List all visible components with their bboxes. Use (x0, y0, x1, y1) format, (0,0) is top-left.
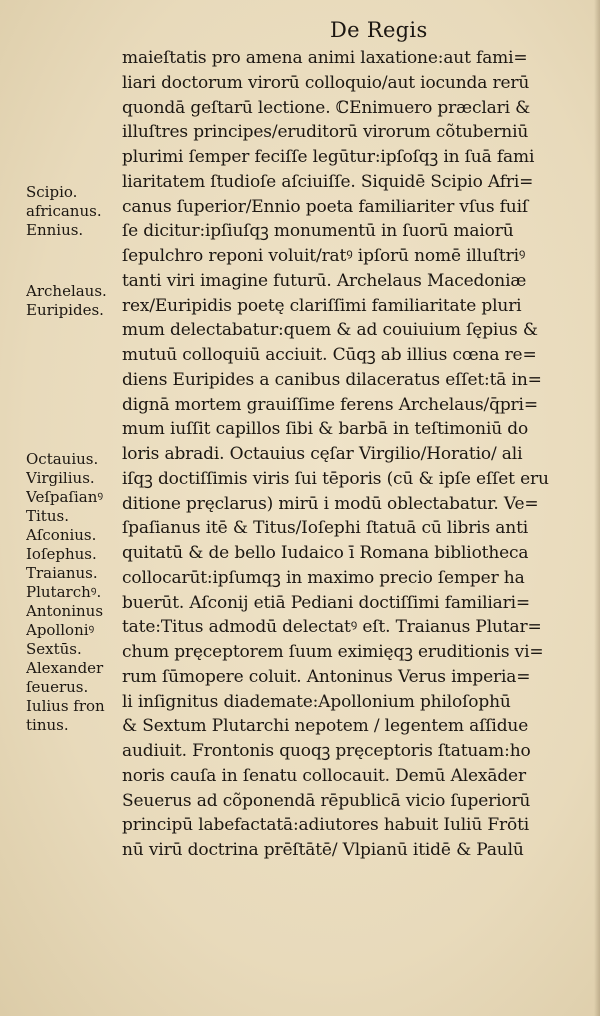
text-line: tanti viri imagine futurū. Archelaus Macedoniæ (122, 270, 527, 291)
text-line: maieſtatis pro amena animi laxatione:aut fami= (122, 48, 528, 68)
text-line: ſepulchro reponi voluit/ratꝰ ipſorū nomē illuſtriꝰ (122, 246, 526, 266)
margin-note-line: Sextūs. (26, 640, 82, 658)
text-line: mum delectabatur:quem & ad couiuium ſępius & (122, 320, 538, 341)
text-line: chum pręceptorem ſuum eximięqꝫ eruditionis vi= (122, 642, 544, 662)
text-line: illuſtres principes/eruditorū virorum cõtuberniū (122, 122, 529, 143)
text-line: dignā mortem grauiſſime ferens Archelaus/q̄pri= (122, 394, 538, 415)
page-edge-shadow (594, 0, 600, 1016)
running-head: De Regis (330, 18, 428, 42)
margin-note-line: Plutarchꝰ. (26, 583, 102, 601)
text-line: Seuerus ad cõponendā rēpublicā vicio ſuperiorū (122, 790, 531, 811)
text-line: iſqꝫ doctiſſimis viris ſui tēporis (cū & ipſe eſſet eru (122, 468, 549, 489)
text-line: quondā geſtarū lectione. ℂEnimuero præclari & (122, 97, 531, 118)
margin-note-line: Traianus. (26, 564, 98, 582)
margin-note-line: Alexander (26, 659, 104, 677)
text-line: rex/Euripidis poetę clariſſimi familiaritate pluri (122, 295, 522, 316)
text-line: principū labefactatā:adiutores habuit Iuliū Frōti (122, 815, 530, 836)
margin-note-line: Antoninus (26, 602, 104, 620)
margin-note-line: Scipio. (26, 183, 78, 201)
text-line: rum ſūmopere coluit. Antoninus Verus imperia= (122, 666, 531, 687)
text-line: noris cauſa in ſenatu collocauit. Demū Alexāder (122, 765, 526, 786)
margin-note-line: africanus. (26, 202, 102, 220)
text-line: quitatū & de bello Iudaico ī Romana bibliotheca (122, 543, 529, 563)
text-line: canus ſuperior/Ennio poeta familiariter vſus fuiſ (122, 196, 529, 217)
margin-note-octauius (26, 450, 122, 735)
text-line: plurimi ſemper feciſſe legūtur:ipſoſqꝫ in ſuā fami (122, 147, 535, 167)
margin-note-line: Virgilius. (26, 469, 95, 487)
margin-note-line: Veſpaſianꝰ (26, 488, 104, 506)
margin-note-line: tinus. (26, 716, 69, 734)
margin-note-line: Apolloniꝰ (26, 621, 95, 639)
text-line: ſe dicitur:ipſiuſqꝫ monumentū in ſuorū maiorū (122, 221, 514, 242)
margin-note-line: Octauius. (26, 450, 99, 468)
margin-note-line: Archelaus. (26, 282, 107, 300)
text-line: & Sextum Plutarchi nepotem / legentem aſſidue (122, 716, 529, 737)
text-line: nū virū doctrina prēſtātē/ Vlpianū itidē & Paulū (122, 840, 524, 860)
text-line: buerūt. Aſconij etiā Pediani doctiſſimi familiari= (122, 592, 531, 613)
margin-note-line: Ioſephus. (26, 545, 97, 563)
text-line: mum iuſſit capillos ſibi & barbā in teſtimoniū do (122, 419, 529, 440)
margin-note-archelaus (26, 282, 122, 320)
text-line: ditione pręclarus) mirū i modū oblectabatur. Ve= (122, 493, 539, 514)
margin-note-line: ſeuerus. (26, 678, 89, 696)
margin-note-line: Ennius. (26, 221, 84, 239)
text-line: liaritatem ſtudioſe aſciuiſſe. Siquidē Scipio Afri= (122, 171, 534, 192)
margin-note-line: Aſconius. (26, 526, 97, 544)
text-line: liari doctorum virorū colloquio/aut iocunda rerū (122, 72, 530, 93)
text-line: mutuū colloquiū acciuit. Cūqꝫ ab illius cœna re= (122, 345, 537, 365)
margin-note-scipio (26, 183, 122, 240)
text-line: audiuit. Frontonis quoqꝫ pręceptoris ſtatuam:ho (122, 741, 531, 761)
margin-note-line: Titus. (26, 507, 69, 525)
margin-note-line: Iulius fron (26, 697, 105, 715)
text-line: diens Euripides a canibus dilaceratus eſſet:tā in= (122, 369, 542, 390)
margin-note-line: Euripides. (26, 301, 104, 319)
text-line: collocarūt:ipſumqꝫ in maximo precio ſemper ha (122, 567, 525, 588)
text-line: ſpaſianus itē & Titus/Ioſephi ſtatuā cū libris anti (122, 518, 529, 539)
text-line: loris abradi. Octauius cęſar Virgilio/Horatio/ ali (122, 444, 523, 464)
text-line: li inſignitus diademate:Apollonium philoſophū (122, 691, 511, 712)
text-line: tate:Titus admodū delectatꝰ eſt. Traianus Plutar= (122, 617, 542, 638)
main-text-block (122, 46, 592, 863)
